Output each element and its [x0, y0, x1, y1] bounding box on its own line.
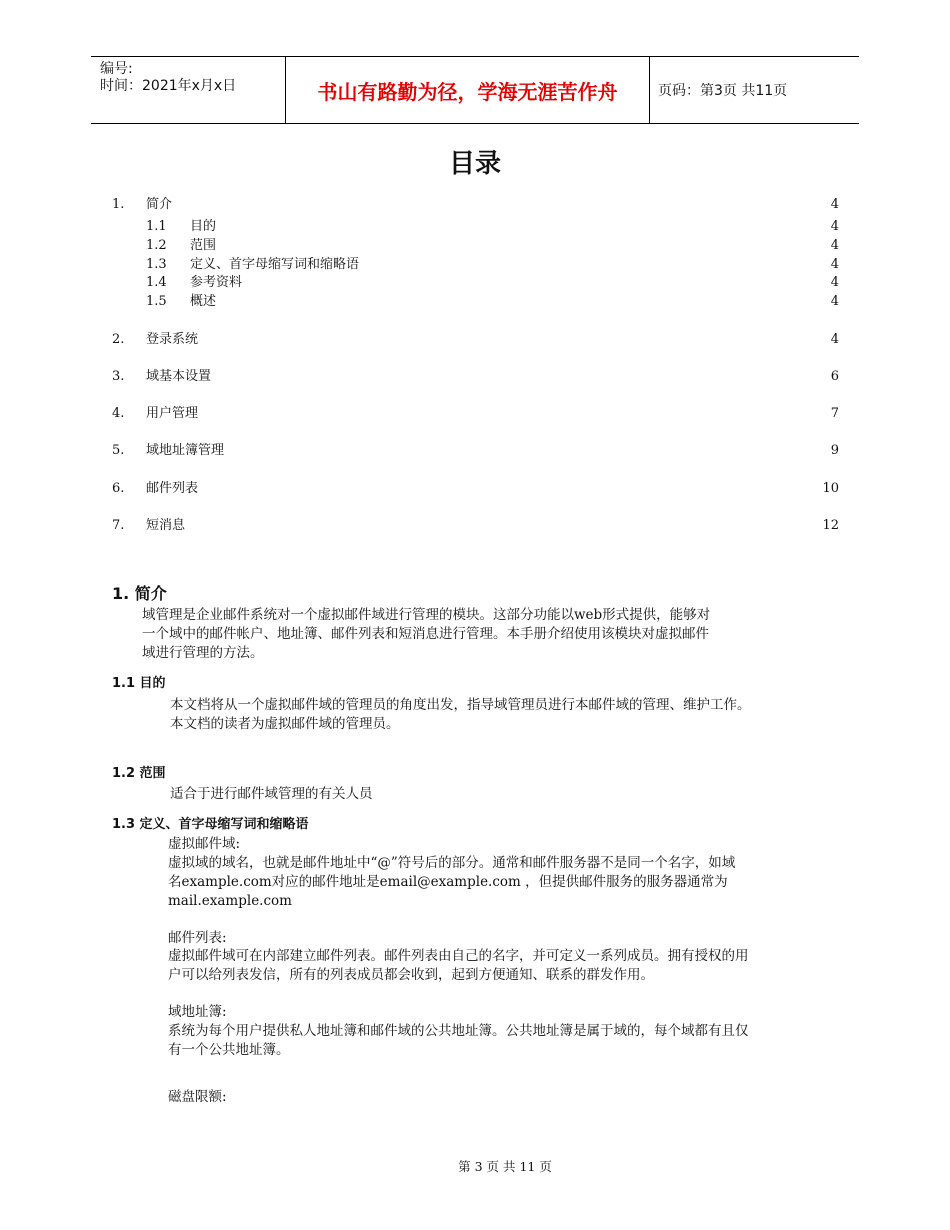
toc-entry-label: 定义、首字母缩写词和缩略语	[190, 257, 360, 272]
toc-entry-page: 10	[822, 481, 839, 496]
definition-term: 虚拟邮件域:	[168, 836, 241, 852]
toc-entry-label: 概述	[190, 294, 217, 309]
toc-entry-label: 域基本设置	[146, 369, 212, 384]
paragraph-line: 本文档将从一个虚拟邮件域的管理员的角度出发，指导域管理员进行本邮件域的管理、维护工作。	[170, 697, 751, 713]
toc-entry[interactable]	[112, 196, 839, 214]
toc-entry-number: 6.	[112, 481, 125, 496]
paragraph-line: 户可以给列表发信，所有的列表成员都会收到，起到方便通知、联系的群发作用。	[168, 967, 654, 983]
paragraph-line: 一个域中的邮件帐户、地址簿、邮件列表和短消息进行管理。本手册介绍使用该模块对虚拟邮件	[142, 626, 709, 642]
toc-entry[interactable]	[112, 368, 839, 386]
toc-entry-label: 域地址簿管理	[146, 443, 225, 458]
toc-entry-page: 7	[830, 406, 839, 421]
toc-entry-number: 1.5	[146, 294, 167, 309]
header-meta	[91, 57, 286, 123]
header-page-info: 页码：第3页 共11页	[658, 83, 788, 99]
paragraph-line: 域进行管理的方法。	[142, 645, 264, 661]
paragraph-line: 虚拟邮件域可在内部建立邮件列表。邮件列表由自己的名字，并可定义一系列成员。拥有授权的用	[168, 948, 749, 964]
section-heading: 1.3 定义、首字母缩写词和缩略语	[112, 817, 309, 832]
header-number: 编号:	[100, 61, 133, 77]
toc-entry-page: 4	[830, 219, 839, 234]
toc-entry[interactable]	[112, 442, 839, 460]
toc-entry-label: 范围	[190, 238, 217, 253]
definition-term: 域地址簿:	[168, 1004, 227, 1020]
toc-entry[interactable]	[112, 405, 839, 423]
paragraph-line: 有一个公共地址簿。	[168, 1042, 290, 1058]
toc-entry-label: 邮件列表	[146, 481, 199, 496]
section-heading: 1.2 范围	[112, 766, 166, 781]
toc-entry-number: 3.	[112, 369, 125, 384]
toc-entry-page: 4	[830, 294, 839, 309]
toc-entry-label: 参考资料	[190, 275, 243, 290]
toc-entry-label: 短消息	[146, 518, 186, 533]
toc-title: 目录	[448, 149, 501, 179]
toc-entry[interactable]	[112, 237, 839, 255]
toc-entry-number: 1.1	[146, 219, 167, 234]
header-time: 时间：2021年x月x日	[100, 78, 237, 94]
page-footer: 第 3 页 共 11 页	[458, 1159, 552, 1174]
paragraph-line: 虚拟域的域名，也就是邮件地址中“@”符号后的部分。通常和邮件服务器不是同一个名字，如域	[168, 855, 736, 871]
toc-entry[interactable]	[112, 218, 839, 236]
toc-entry-label: 目的	[190, 219, 217, 234]
toc-entry-page: 4	[830, 257, 839, 272]
paragraph-line: 域管理是企业邮件系统对一个虚拟邮件域进行管理的模块。这部分功能以web形式提供，能够对	[142, 607, 711, 623]
paragraph-line: 本文档的读者为虚拟邮件域的管理员。	[170, 716, 400, 732]
toc-entry[interactable]	[112, 293, 839, 311]
toc-entry-label: 用户管理	[146, 406, 199, 421]
paragraph-line: 适合于进行邮件域管理的有关人员	[170, 786, 373, 802]
toc-entry[interactable]	[112, 256, 839, 274]
section-heading: 1.1 目的	[112, 676, 166, 691]
toc-entry[interactable]	[112, 331, 839, 349]
toc-entry[interactable]	[112, 274, 839, 292]
toc-entry-page: 4	[830, 197, 839, 212]
toc-entry-number: 1.3	[146, 257, 167, 272]
toc-entry-number: 1.4	[146, 275, 167, 290]
toc-entry-number: 5.	[112, 443, 125, 458]
paragraph-line: 系统为每个用户提供私人地址簿和邮件域的公共地址簿。公共地址簿是属于域的，每个域都有且仅	[168, 1023, 749, 1039]
paragraph-line: mail.example.com	[168, 893, 292, 909]
toc-entry-number: 2.	[112, 332, 125, 347]
toc-entry-page: 9	[830, 443, 839, 458]
toc-entry-number: 1.2	[146, 238, 167, 253]
toc-entry-page: 4	[830, 275, 839, 290]
definition-term: 磁盘限额:	[168, 1089, 227, 1105]
toc-entry-page: 4	[830, 238, 839, 253]
toc-entry-label: 登录系统	[146, 332, 199, 347]
toc-entry[interactable]	[112, 480, 839, 498]
toc-entry-label: 简介	[146, 197, 173, 212]
toc-entry-number: 4.	[112, 406, 125, 421]
toc-entry[interactable]	[112, 517, 839, 535]
section-heading: 1. 简介	[112, 584, 167, 603]
header-motto: 书山有路勤为径，学海无涯苦作舟	[286, 57, 650, 123]
definition-term: 邮件列表:	[168, 930, 227, 946]
toc-entry-number: 1.	[112, 197, 125, 212]
toc-entry-page: 4	[830, 332, 839, 347]
toc-entry-page: 6	[830, 369, 839, 384]
toc-entry-page: 12	[822, 518, 839, 533]
toc-entry-number: 7.	[112, 518, 125, 533]
page-header	[91, 56, 859, 124]
paragraph-line: 名example.com对应的邮件地址是email@example.com ，但提供邮件服务的服务器通常为	[168, 874, 728, 890]
